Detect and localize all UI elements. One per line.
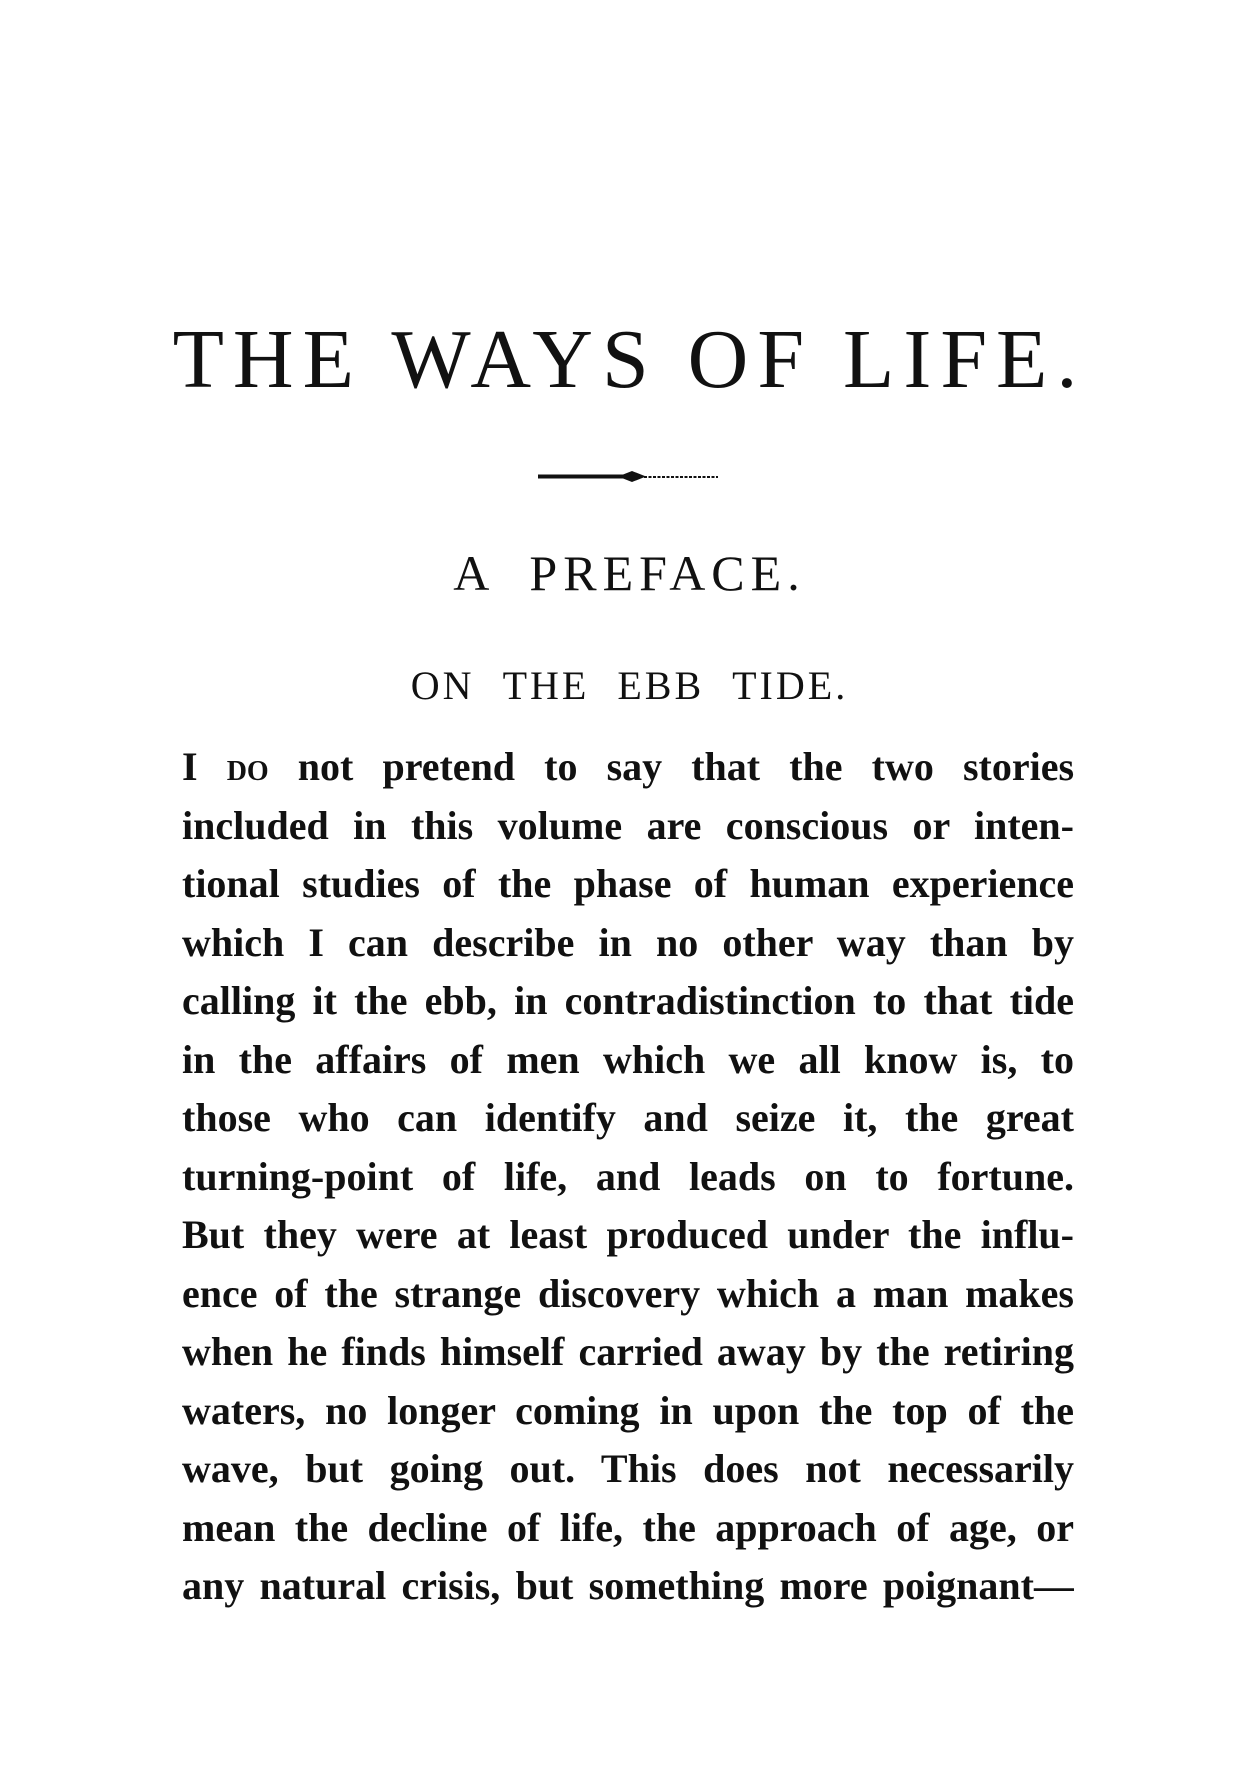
body-line: any natural crisis, but something more poignant—: [182, 1563, 1074, 1608]
body-line: waters, no longer coming in upon the top of the: [182, 1387, 1074, 1433]
preface-word: PREFACE.: [529, 545, 806, 601]
body-line: ence of the strange discovery which a man makes: [182, 1270, 1074, 1316]
body-line: when he finds himself carried away by the retiring: [182, 1329, 1074, 1374]
body-line: tional studies of the phase of human experience: [182, 861, 1074, 906]
opening-smallcaps: do: [226, 744, 269, 789]
section-heading-word: EBB: [617, 663, 705, 708]
body-line: But they were at least produced under the influ-: [182, 1212, 1074, 1257]
body-line: wave, but going out. This does not necessarily: [182, 1446, 1074, 1491]
body-line: calling it the ebb, in contradistinction to that tide: [182, 978, 1074, 1023]
body-line: which I can describe in no other way than by: [182, 919, 1074, 965]
body-line: in the affairs of men which we all know is, to: [182, 1036, 1074, 1082]
body-line: turning-point of life, and leads on to fortune.: [182, 1153, 1074, 1199]
section-heading-word: ON: [410, 663, 475, 708]
body-line: included in this volume are conscious or inten-: [182, 802, 1074, 848]
preface-body: [182, 738, 1074, 1616]
section-heading-word: TIDE.: [732, 663, 849, 708]
body-line: those who can identify and seize it, the great: [182, 1095, 1074, 1140]
body-line-1: [182, 738, 1074, 797]
opening-initial: I: [182, 744, 198, 789]
opening-line-rest: not pretend to say that the two stories: [297, 744, 1074, 789]
preface-heading: [0, 545, 1259, 601]
section-heading-word: THE: [502, 663, 590, 708]
preface-article: A: [453, 545, 496, 601]
section-heading: [0, 663, 1259, 708]
body-line: mean the decline of life, the approach of age, or: [182, 1504, 1074, 1550]
book-title: THE WAYS OF LIFE.: [172, 313, 1087, 406]
ornamental-rule: [538, 468, 718, 484]
